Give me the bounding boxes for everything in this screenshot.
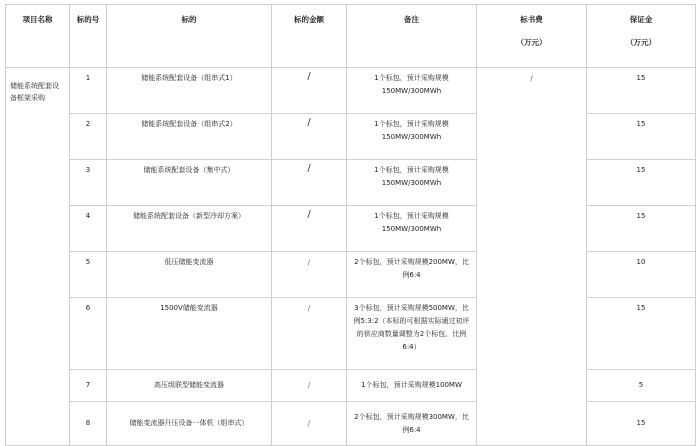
item-cell: 高压级联型储能变流器 (107, 370, 272, 402)
deposit-cell: 15 (587, 298, 696, 370)
amount-cell: / (272, 298, 347, 370)
deposit-cell: 15 (587, 206, 696, 252)
item-cell: 储能系统配套设备（组串式2） (107, 114, 272, 160)
table-row (6, 402, 696, 446)
item-cell: 储能系统配套设备（新型冷却方案） (107, 206, 272, 252)
item-cell: 储能变流器升压设备一体机（组串式） (107, 402, 272, 446)
amount-cell: / (272, 68, 347, 114)
lot-no-cell: 5 (70, 252, 107, 298)
table-row (6, 298, 696, 370)
amount-cell: / (272, 160, 347, 206)
lot-no-cell: 7 (70, 370, 107, 402)
amount-cell: / (272, 252, 347, 298)
remark-cell: 2个标包，预计采购规模200MW，比例6:4 (347, 252, 477, 298)
lot-no-cell: 2 (70, 114, 107, 160)
remark-cell: 1个标包，预计采购规模150MW/300MWh (347, 68, 477, 114)
amount-cell: / (272, 114, 347, 160)
table-row (6, 160, 696, 206)
header-lot-no: 标的号 (70, 5, 107, 68)
deposit-cell: 15 (587, 68, 696, 114)
lot-no-cell: 6 (70, 298, 107, 370)
header-tender-fee-title: 标书费 (520, 15, 543, 24)
table-row (6, 114, 696, 160)
table-row (6, 68, 696, 114)
deposit-cell: 5 (587, 370, 696, 402)
header-amount: 标的金额 (272, 5, 347, 68)
item-cell: 储能系统配套设备（组串式1） (107, 68, 272, 114)
header-remark: 备注 (347, 5, 477, 68)
lot-no-cell: 4 (70, 206, 107, 252)
remark-cell: 1个标包，预计采购规模150MW/300MWh (347, 160, 477, 206)
tender-fee-cell: / (477, 68, 587, 446)
header-deposit (587, 5, 696, 68)
deposit-cell: 15 (587, 160, 696, 206)
amount-cell: / (272, 370, 347, 402)
header-deposit-title: 保证金 (629, 15, 653, 24)
item-cell: 1500V储能变流器 (107, 298, 272, 370)
project-name-cell: 储能系统配套设备框架采购 (6, 68, 70, 446)
remark-cell: 1个标包，预计采购规模150MW/300MWh (347, 114, 477, 160)
header-tender-fee-unit: （万元） (516, 38, 547, 47)
deposit-cell: 15 (587, 402, 696, 446)
header-project: 项目名称 (6, 5, 70, 68)
amount-cell: / (272, 206, 347, 252)
lot-no-cell: 3 (70, 160, 107, 206)
deposit-cell: 15 (587, 114, 696, 160)
header-tender-fee (477, 5, 587, 68)
lot-no-cell: 1 (70, 68, 107, 114)
table-row (6, 370, 696, 402)
table-row (6, 252, 696, 298)
header-deposit-unit: （万元） (626, 38, 656, 47)
header-item: 标的 (107, 5, 272, 68)
item-cell: 储能系统配套设备（集中式） (107, 160, 272, 206)
amount-cell: / (272, 402, 347, 446)
deposit-cell: 10 (587, 252, 696, 298)
remark-cell: 1个标包，预计采购规模150MW/300MWh (347, 206, 477, 252)
remark-cell: 2个标包，预计采购规模300MW，比例6:4 (347, 402, 477, 446)
tender-table (5, 4, 696, 446)
table-row (6, 206, 696, 252)
item-cell: 低压储能变流器 (107, 252, 272, 298)
lot-no-cell: 8 (70, 402, 107, 446)
remark-cell: 1个标包，预计采购规模100MW (347, 370, 477, 402)
header-row (6, 5, 696, 68)
remark-cell: 3个标包，预计采购规模500MW，比例5:3:2（本标的可根据实际通过初评的供应商数量调整为2个标包，比例6:4） (347, 298, 477, 370)
